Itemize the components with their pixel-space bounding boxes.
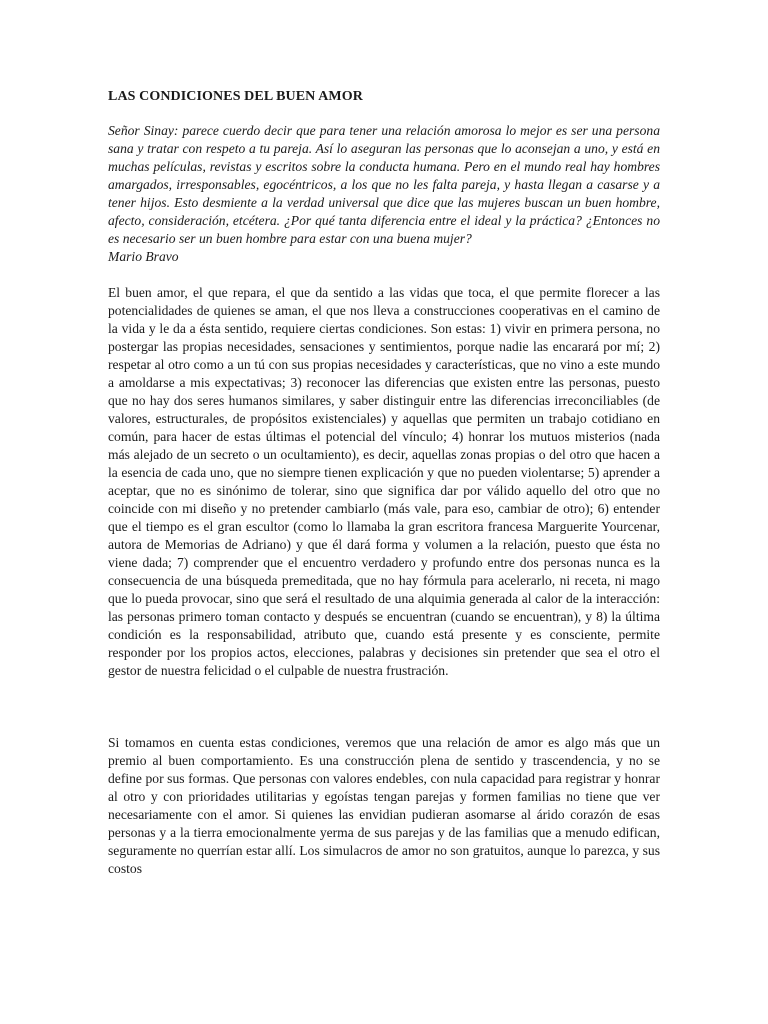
document-body <box>108 88 660 878</box>
page-title: LAS CONDICIONES DEL BUEN AMOR <box>108 89 363 104</box>
body-paragraph-1: El buen amor, el que repara, el que da sentido a las vidas que toca, el que permite florecer a las potencialidades de quienes se aman, el que nos lleva a construcciones cooperativas en el camino de la vida y le da a ésta sentido, requiere ciertas condiciones. Son estas: 1) vivir en primera persona, no postergar las propias necesidades, sensaciones y sentimientos, porque nadie las encarará por mí; 2) respetar al otro como a un tú con sus propias necesidades y características, que no vino a este mundo a amoldarse a mis expectativas; 3) reconocer las diferencias que existen entre las personas, puesto que no hay dos seres humanos similares, y saber distinguir entre las diferencias irreconciliables (de valores, estructurales, de propósitos existenciales) y aquellas que permiten un trabajo cotidiano en común, para hacer de estas últimas el potencial del vínculo; 4) honrar los mutuos misterios (nada más alejado de un secreto o un ocultamiento), es decir, aquellas zonas propias o del otro que hacen a la esencia de cada uno, que no siempre tienen explicación y que no pueden violentarse; 5) aprender a aceptar, que no es sinónimo de tolerar, sino que significa dar por válido aquello del otro que no coincide con mi diseño y no pretender cambiarlo (más vale, para eso, cambiar de otro); 6) entender que el tiempo es el gran escultor (como lo llamaba la gran escritora francesa Marguerite Yourcenar, autora de Memorias de Adriano) y que él dará forma y volumen a la relación, puesto que ésta no viene dada; 7) comprender que el encuentro verdadero y profundo entre dos personas nunca es la consecuencia de una búsqueda premeditada, que no hay fórmula para acelerarlo, ni receta, ni mago que lo pueda provocar, sino que será el resultado de una alquimia generada al calor de la interacción: las personas primero toman contacto y después se encuentran (cuando se encuentran), y 8) la última condición es la responsabilidad, atributo que, cuando está presente y es consciente, permite responder por los propios actos, elecciones, palabras y decisiones sin pretender que sea el otro el gestor de nuestra felicidad o el culpable de nuestra frustración. <box>108 285 660 678</box>
letter-signature: Mario Bravo <box>108 249 179 264</box>
reader-letter: Señor Sinay: parece cuerdo decir que para tener una relación amorosa lo mejor es ser una persona sana y tratar con respeto a tu pareja. Así lo aseguran las personas que lo aconsejan a uno, y está en muchas películas, revistas y escritos sobre la conducta humana. Pero en el mundo real hay hombres amargados, irresponsables, egocéntricos, a los que no les falta pareja, y hasta llegan a casarse y a tener hijos. Esto desmiente a la verdad universal que dice que las mujeres buscan un buen hombre, afecto, consideración, etcétera. ¿Por qué tanta diferencia entre el ideal y la práctica? ¿Entonces no es necesario ser un buen hombre para estar con una buena mujer? <box>108 123 660 246</box>
paragraph-spacer <box>108 680 660 734</box>
body-paragraph-2: Si tomamos en cuenta estas condiciones, veremos que una relación de amor es algo más que un premio al buen comportamiento. Es una construcción plena de sentido y trascendencia, y no se define por sus formas. Que personas con valores endebles, con nula capacidad para registrar y honrar al otro y con prioridades utilitarias y egoístas tengan parejas y formen familias no tiene que ver necesariamente con el amor. Si quienes las envidian pudieran asomarse al árido corazón de esas personas y a la tierra emocionalmente yerma de sus parejas y de las familias que a menudo edifican, seguramente no querrían estar allí. Los simulacros de amor no son gratuitos, aunque lo parezca, y sus costos <box>108 735 660 876</box>
